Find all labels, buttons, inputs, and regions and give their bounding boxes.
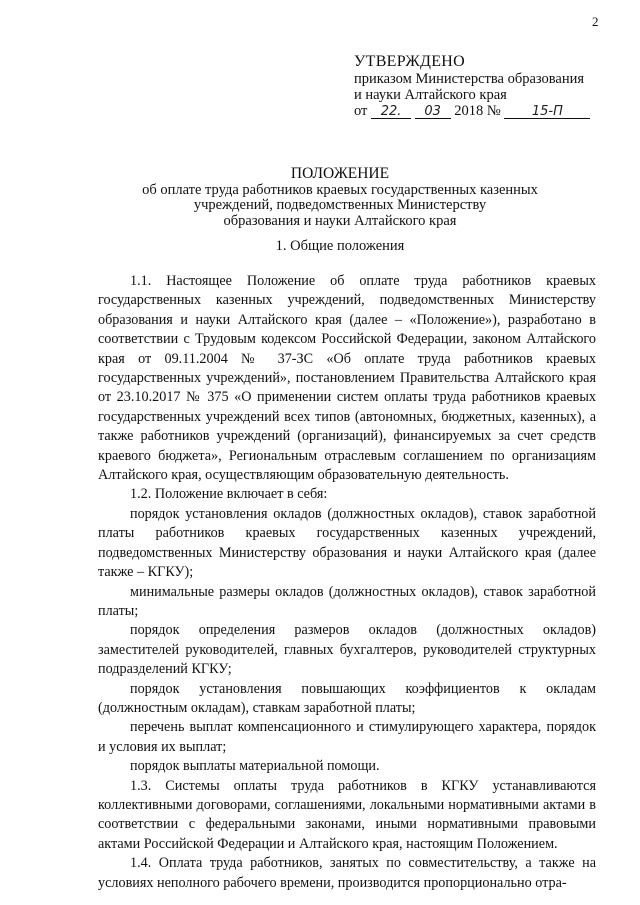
- paragraph: порядок определения размеров окладов (должностных окладов) заместителей руководителей, главных бухгалтеров, руководителей структурных подразделений КГКУ;: [98, 622, 596, 678]
- paragraph: перечень выплат компенсационного и стимулирующего характера, порядок и условия их выплат;: [98, 719, 596, 755]
- approval-date-day: 22.: [371, 105, 411, 119]
- approval-block: [354, 54, 604, 119]
- document-subtitle-line-1: об оплате труда работников краевых государственных казенных: [142, 181, 538, 198]
- approval-from-label: от: [354, 103, 368, 119]
- section-heading: 1. Общие положения: [275, 238, 405, 254]
- approval-heading: УТВЕРЖДЕНО: [354, 53, 466, 70]
- paragraph: порядок установления окладов (должностных окладов), ставок заработной платы работников краевых государственных казенных учреждений, подведомственных Министерству образования и науки Алтайского края (далее также – КГКУ);: [98, 505, 596, 581]
- approval-number-value: 15-П: [504, 105, 590, 119]
- paragraph: 1.2. Положение включает в себя:: [130, 486, 328, 503]
- paragraph: порядок установления повышающих коэффициентов к окладам (должностным окладам), ставкам заработной платы;: [98, 680, 596, 716]
- document-body: [98, 272, 596, 893]
- paragraph: 1.1. Настоящее Положение об оплате труда работников краевых государственных казенных учреждений, подведомственных Министерству образования и науки Алтайского края (далее – «Положение»), разработано в соответствии с Трудовым кодексом Российской Федерации, законом Алтайского края от 09.11.2004 № 37-ЗС «Об оплате труда работников краевых государственных учреждений», постановлением Правительства Алтайского края от 23.10.2017 № 375 «О применении систем оплаты труда работников краевых государственных учреждений всех типов (автономных, бюджетных, казенных), а также работников учреждений (организаций), финансируемых за счет средств краевого бюджета», Региональным отраслевым соглашением по организациям Алтайского края, осуществляющим образовательную деятельность.: [98, 273, 596, 484]
- document-subtitle-line-2: учреждений, подведомственных Министерству: [193, 197, 487, 213]
- document-title-block: [90, 166, 590, 229]
- approval-line-1: приказом Министерства образования: [354, 71, 585, 87]
- approval-year: 2018: [454, 103, 484, 119]
- approval-number-label: №: [486, 103, 501, 119]
- document-subtitle-line-3: образования и науки Алтайского края: [223, 212, 457, 229]
- page-number: 2: [592, 14, 599, 29]
- paragraph: порядок выплаты материальной помощи.: [130, 758, 380, 775]
- paragraph: 1.3. Системы оплаты труда работников в КГКУ устанавливаются коллективными договорами, соглашениями, локальными нормативными актами в соответствии с федеральными законами, иными нормативными правовыми актами Российской Федерации и Алтайского края, настоящим Положением.: [98, 777, 596, 852]
- paragraph: 1.4. Оплата труда работников, занятых по совместительству, а также на условиях неполного рабочего времени, производится пропорционально отра-: [98, 855, 596, 891]
- approval-date-month: 03: [415, 105, 451, 119]
- approval-date-line: [354, 103, 604, 119]
- approval-line-2: и науки Алтайского края: [354, 87, 507, 103]
- document-title: ПОЛОЖЕНИЕ: [290, 165, 390, 182]
- paragraph: минимальные размеры окладов (должностных окладов), ставок заработной платы;: [98, 583, 596, 619]
